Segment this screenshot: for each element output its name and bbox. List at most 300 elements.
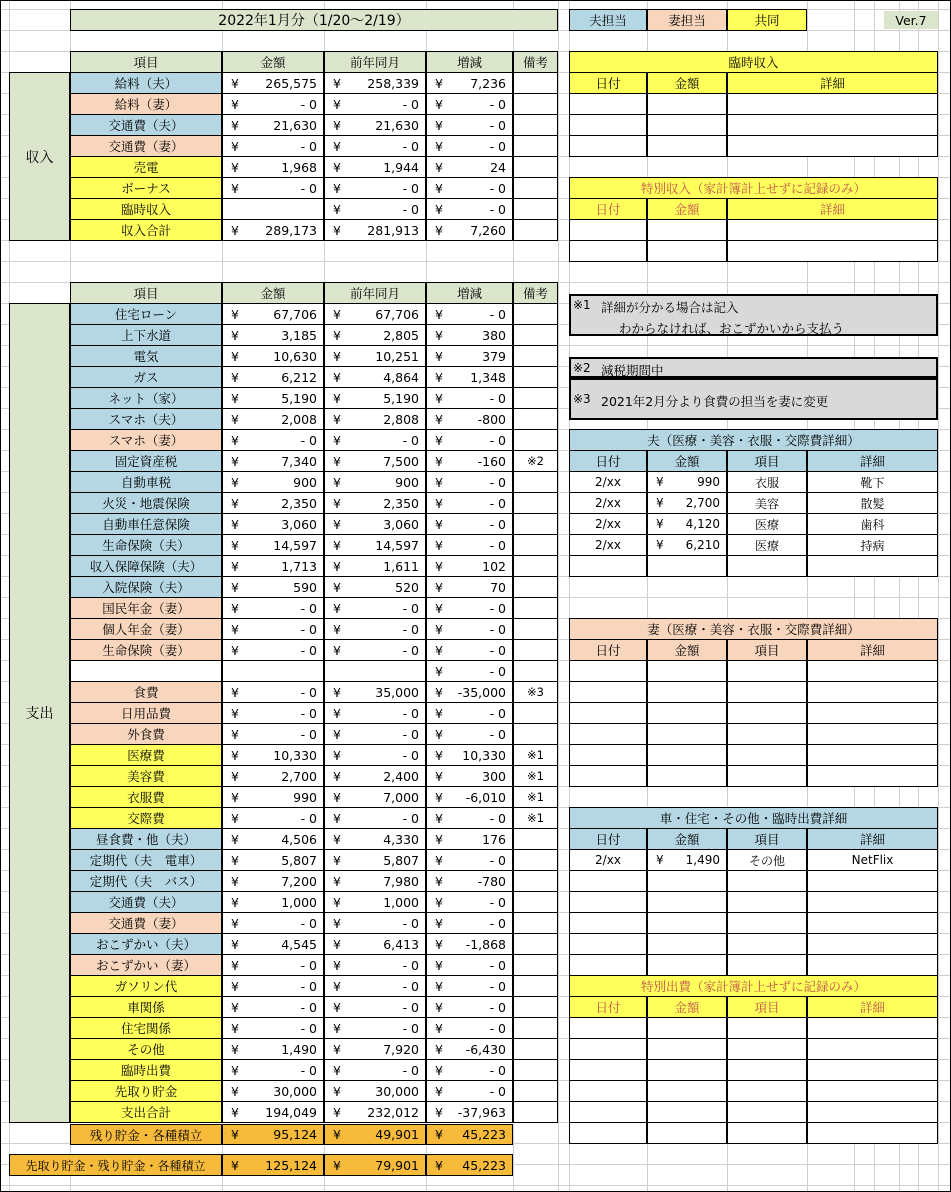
expense-note-35 (513, 1038, 558, 1060)
amount-value: - 0 (300, 999, 317, 1015)
amount-value: 70 (490, 579, 506, 595)
amount-value: 289,173 (265, 222, 317, 238)
expense-section-label: 支出 (9, 303, 70, 1123)
expense-diff-20 (426, 723, 513, 745)
note-line: 2021年2月分より食費の担当を妻に変更 (601, 394, 829, 409)
income-note-3 (513, 135, 558, 157)
income-prev-4 (324, 156, 426, 178)
yen-sign: ¥ (333, 894, 341, 910)
amount-value: - 0 (402, 1020, 419, 1036)
empty-cell (727, 219, 938, 241)
yen-sign: ¥ (435, 453, 443, 469)
expense-note-13 (513, 576, 558, 598)
expense-diff-36 (426, 1059, 513, 1081)
expense-amount-0 (222, 303, 324, 325)
expense-label-10: 自動車任意保険 (70, 513, 222, 535)
empty-cell (807, 933, 938, 955)
empty-cell (647, 765, 727, 787)
detail-detail: 散髪 (807, 492, 938, 514)
amount-value: 21,630 (375, 117, 419, 133)
expense-prev-31 (324, 954, 426, 976)
empty-cell (569, 1080, 647, 1102)
amount-value: -37,963 (457, 1104, 506, 1120)
expense-note-24: ※1 (513, 807, 558, 829)
amount-value: - 0 (402, 600, 419, 616)
amount-value: - 0 (300, 957, 317, 973)
expense-diff-14 (426, 597, 513, 619)
legend-3: 共同 (727, 9, 807, 31)
amount-value: - 0 (402, 201, 419, 217)
yen-sign: ¥ (333, 579, 341, 595)
expense-label-9: 火災・地震保険 (70, 492, 222, 514)
empty-cell (727, 1122, 807, 1144)
expense-amount-2 (222, 345, 324, 367)
expense-prev-12 (324, 555, 426, 577)
amount-value: 265,575 (265, 75, 317, 91)
expense-note-6 (513, 429, 558, 451)
amount-value: - 0 (489, 810, 506, 826)
empty-cell (807, 954, 938, 976)
amount-value: - 0 (402, 810, 419, 826)
expense-prev-18 (324, 681, 426, 703)
expense-label-32: ガソリン代 (70, 975, 222, 997)
empty-cell (727, 240, 938, 262)
empty-cell (727, 765, 807, 787)
expense-label-16: 生命保険（妻） (70, 639, 222, 661)
income-amount-3 (222, 135, 324, 157)
amount-value: 2,700 (685, 496, 720, 510)
expense-amount-37 (222, 1080, 324, 1102)
amount-value: 379 (482, 348, 506, 364)
expense-note-21: ※1 (513, 744, 558, 766)
yen-sign: ¥ (231, 705, 239, 721)
yen-sign: ¥ (333, 957, 341, 973)
detail-item: 衣服 (727, 471, 807, 493)
detail-amount (647, 534, 727, 556)
amount-value: 5,190 (281, 390, 317, 406)
right-special_income-header-0: 日付 (569, 198, 647, 220)
expense-label-25: 昼食費・他（夫） (70, 828, 222, 850)
yen-sign: ¥ (656, 517, 664, 531)
expense-label-7: 固定資産税 (70, 450, 222, 472)
yen-sign: ¥ (333, 642, 341, 658)
expense-label-18: 食費 (70, 681, 222, 703)
expense-note-16 (513, 639, 558, 661)
right-wife_detail-header-2: 項目 (727, 639, 807, 661)
yen-sign: ¥ (435, 663, 443, 679)
yen-sign: ¥ (333, 789, 341, 805)
amount-value: 95,124 (273, 1127, 317, 1142)
empty-cell (569, 1059, 647, 1081)
amount-value: -160 (477, 453, 506, 469)
yen-sign: ¥ (435, 1083, 443, 1099)
empty-cell (647, 912, 727, 934)
expense-amount-4 (222, 387, 324, 409)
yen-sign: ¥ (333, 96, 341, 112)
income-diff-1 (426, 93, 513, 115)
income-header-item: 項目 (70, 51, 222, 73)
empty-cell (569, 891, 647, 913)
yen-sign: ¥ (656, 853, 664, 867)
expense-amount-36 (222, 1059, 324, 1081)
income-header-diff: 増減 (426, 51, 513, 73)
expense-label-6: スマホ（妻） (70, 429, 222, 451)
expense-amount-23 (222, 786, 324, 808)
expense-amount-5 (222, 408, 324, 430)
yen-sign: ¥ (435, 936, 443, 952)
amount-value: 14,597 (273, 537, 317, 553)
yen-sign: ¥ (435, 894, 443, 910)
yen-sign: ¥ (333, 516, 341, 532)
right-wife_detail-header-3: 詳細 (807, 639, 938, 661)
income-note-1 (513, 93, 558, 115)
expense-label-14: 国民年金（妻） (70, 597, 222, 619)
yen-sign: ¥ (231, 75, 239, 91)
amount-value: 4,120 (685, 517, 720, 531)
yen-sign: ¥ (333, 936, 341, 952)
yen-sign: ¥ (231, 180, 239, 196)
yen-sign: ¥ (333, 411, 341, 427)
yen-sign: ¥ (435, 957, 443, 973)
income-diff-7 (426, 219, 513, 241)
expense-label-12: 収入保障保険（夫） (70, 555, 222, 577)
expense-prev-9 (324, 492, 426, 514)
empty-cell (807, 1122, 938, 1144)
expense-amount-21 (222, 744, 324, 766)
expense-note-2 (513, 345, 558, 367)
amount-value: 520 (395, 579, 419, 595)
empty-cell (807, 912, 938, 934)
expense-label-27: 定期代（夫 バス） (70, 870, 222, 892)
amount-value: 30,000 (375, 1083, 419, 1099)
empty-cell (807, 891, 938, 913)
amount-value: 6,413 (383, 936, 419, 952)
expense-prev-29 (324, 912, 426, 934)
yen-sign: ¥ (435, 978, 443, 994)
expense-prev-28 (324, 891, 426, 913)
amount-value: 1,490 (281, 1041, 317, 1057)
expense-diff-32 (426, 975, 513, 997)
amount-value: 232,012 (367, 1104, 419, 1120)
empty-cell (647, 240, 727, 262)
yen-sign: ¥ (435, 1020, 443, 1036)
amount-value: - 0 (489, 117, 506, 133)
amount-value: - 0 (489, 495, 506, 511)
amount-value: -35,000 (457, 684, 506, 700)
amount-value: - 0 (300, 96, 317, 112)
detail-date: 2/xx (569, 849, 647, 871)
expense-amount-19 (222, 702, 324, 724)
yen-sign: ¥ (435, 558, 443, 574)
empty-cell (569, 135, 647, 157)
empty-cell (569, 93, 647, 115)
income-amount-5 (222, 177, 324, 199)
yen-sign: ¥ (231, 453, 239, 469)
expense-note-19 (513, 702, 558, 724)
empty-cell (647, 702, 727, 724)
expense-diff-7 (426, 450, 513, 472)
empty-cell (807, 1080, 938, 1102)
income-label-0: 給料（夫） (70, 72, 222, 94)
right-special_income-title: 特別収入（家計簿計上せずに記録のみ） (569, 177, 938, 199)
yen-sign: ¥ (333, 684, 341, 700)
income-amount-2 (222, 114, 324, 136)
right-special_expense-header-0: 日付 (569, 996, 647, 1018)
amount-value: - 0 (489, 705, 506, 721)
expense-note-37 (513, 1080, 558, 1102)
empty-cell (569, 954, 647, 976)
empty-cell (647, 1059, 727, 1081)
expense-label-34: 住宅関係 (70, 1017, 222, 1039)
amount-value: 194,049 (265, 1104, 317, 1120)
empty-cell (807, 1017, 938, 1039)
yen-sign: ¥ (333, 747, 341, 763)
expense-diff-26 (426, 849, 513, 871)
income-label-4: 売電 (70, 156, 222, 178)
expense-label-36: 臨時出費 (70, 1059, 222, 1081)
yen-sign: ¥ (231, 1083, 239, 1099)
amount-value: - 0 (300, 138, 317, 154)
yen-sign: ¥ (435, 915, 443, 931)
expense-prev-15 (324, 618, 426, 640)
empty-cell (727, 135, 938, 157)
amount-value: - 0 (300, 1020, 317, 1036)
yen-sign: ¥ (231, 495, 239, 511)
yen-sign: ¥ (231, 1062, 239, 1078)
expense-prev-1 (324, 324, 426, 346)
expense-note-25 (513, 828, 558, 850)
yen-sign: ¥ (231, 474, 239, 490)
expense-note-36 (513, 1059, 558, 1081)
expense-amount-12 (222, 555, 324, 577)
amount-value: - 0 (402, 180, 419, 196)
amount-value: 7,980 (383, 873, 419, 889)
yen-sign: ¥ (333, 369, 341, 385)
empty-cell (647, 1122, 727, 1144)
amount-value: - 0 (402, 138, 419, 154)
income-amount-6 (222, 198, 324, 220)
amount-value: - 0 (489, 201, 506, 217)
note-line: わからなければ、おこずかいから支払う (619, 321, 845, 336)
expense-prev-32 (324, 975, 426, 997)
expense-note-12 (513, 555, 558, 577)
yen-sign: ¥ (333, 768, 341, 784)
expense-prev-25 (324, 828, 426, 850)
amount-value: - 0 (300, 915, 317, 931)
expense-prev-0 (324, 303, 426, 325)
empty-cell (807, 660, 938, 682)
amount-value: 4,864 (383, 369, 419, 385)
yen-sign: ¥ (333, 1020, 341, 1036)
yen-sign: ¥ (435, 432, 443, 448)
amount-value: - 0 (402, 96, 419, 112)
income-diff-3 (426, 135, 513, 157)
amount-value: - 0 (489, 1062, 506, 1078)
amount-value: 79,901 (375, 1157, 419, 1173)
right-special_expense-header-2: 項目 (727, 996, 807, 1018)
yen-sign: ¥ (333, 390, 341, 406)
yen-sign: ¥ (333, 915, 341, 931)
amount-value: 35,000 (375, 684, 419, 700)
yen-sign: ¥ (435, 999, 443, 1015)
expense-label-35: その他 (70, 1038, 222, 1060)
yen-sign: ¥ (231, 138, 239, 154)
detail-amount (647, 471, 727, 493)
yen-sign: ¥ (231, 117, 239, 133)
empty-cell (727, 1017, 807, 1039)
expense-diff-24 (426, 807, 513, 829)
expense-amount-20 (222, 723, 324, 745)
expense-prev-2 (324, 345, 426, 367)
yen-sign: ¥ (231, 684, 239, 700)
amount-value: 2,400 (383, 768, 419, 784)
yen-sign: ¥ (333, 1062, 341, 1078)
amount-value: 380 (482, 327, 506, 343)
amount-value: 1,490 (685, 853, 720, 867)
yen-sign: ¥ (231, 159, 239, 175)
expense-diff-2 (426, 345, 513, 367)
yen-sign: ¥ (333, 495, 341, 511)
yen-sign: ¥ (231, 537, 239, 553)
expense-diff-33 (426, 996, 513, 1018)
expense-note-38 (513, 1101, 558, 1123)
amount-value: 6,212 (281, 369, 317, 385)
empty-cell (807, 744, 938, 766)
expense-note-22: ※1 (513, 765, 558, 787)
amount-value: 4,545 (281, 936, 317, 952)
expense-label-29: 交通費（妻） (70, 912, 222, 934)
yen-sign: ¥ (231, 1041, 239, 1057)
expense-note-33 (513, 996, 558, 1018)
amount-value: 1,968 (281, 159, 317, 175)
detail-date: 2/xx (569, 534, 647, 556)
yen-sign: ¥ (435, 1041, 443, 1057)
yen-sign: ¥ (333, 852, 341, 868)
expense-note-5 (513, 408, 558, 430)
expense-prev-24 (324, 807, 426, 829)
yen-sign: ¥ (231, 1157, 239, 1173)
income-label-5: ボーナス (70, 177, 222, 199)
yen-sign: ¥ (231, 852, 239, 868)
expense-note-18: ※3 (513, 681, 558, 703)
yen-sign: ¥ (435, 327, 443, 343)
empty-cell (727, 1038, 807, 1060)
yen-sign: ¥ (231, 1020, 239, 1036)
expense-amount-13 (222, 576, 324, 598)
right-special_income-header-2: 詳細 (727, 198, 938, 220)
yen-sign: ¥ (435, 474, 443, 490)
income-label-1: 給料（妻） (70, 93, 222, 115)
income-label-2: 交通費（夫） (70, 114, 222, 136)
yen-sign: ¥ (231, 915, 239, 931)
empty-cell (647, 555, 727, 577)
amount-value: - 0 (489, 726, 506, 742)
amount-value: 1,000 (281, 894, 317, 910)
yen-sign: ¥ (231, 411, 239, 427)
amount-value: - 0 (489, 1083, 506, 1099)
amount-value: - 0 (489, 390, 506, 406)
yen-sign: ¥ (333, 999, 341, 1015)
expense-note-34 (513, 1017, 558, 1039)
yen-sign: ¥ (333, 831, 341, 847)
amount-value: - 0 (402, 915, 419, 931)
yen-sign: ¥ (435, 117, 443, 133)
yen-sign: ¥ (231, 810, 239, 826)
expense-prev-33 (324, 996, 426, 1018)
income-header-prev: 前年同月 (324, 51, 426, 73)
expense-label-13: 入院保険（夫） (70, 576, 222, 598)
yen-sign: ¥ (333, 453, 341, 469)
amount-value: 2,350 (383, 495, 419, 511)
expense-amount-29 (222, 912, 324, 934)
yen-sign: ¥ (231, 390, 239, 406)
empty-cell (807, 702, 938, 724)
empty-cell (727, 912, 807, 934)
expense-diff-6 (426, 429, 513, 451)
empty-cell (807, 723, 938, 745)
empty-cell (647, 891, 727, 913)
empty-cell (569, 870, 647, 892)
amount-value: - 0 (402, 957, 419, 973)
amount-value: 1,348 (470, 369, 506, 385)
yen-sign: ¥ (435, 411, 443, 427)
expense-amount-9 (222, 492, 324, 514)
yen-sign: ¥ (333, 180, 341, 196)
detail-detail: 歯科 (807, 513, 938, 535)
yen-sign: ¥ (333, 1157, 341, 1173)
amount-value: 7,340 (281, 453, 317, 469)
expense-label-30: おこずかい（夫） (70, 933, 222, 955)
right-car_detail-title: 車・住宅・その他・臨時出費詳細 (569, 807, 938, 829)
expense-label-33: 車関係 (70, 996, 222, 1018)
detail-amount (647, 492, 727, 514)
expense-prev-38 (324, 1101, 426, 1123)
empty-cell (569, 240, 647, 262)
expense-amount-26 (222, 849, 324, 871)
expense-prev-4 (324, 387, 426, 409)
yen-sign: ¥ (333, 117, 341, 133)
amount-value: 281,913 (367, 222, 419, 238)
amount-value: - 0 (489, 978, 506, 994)
expense-diff-18 (426, 681, 513, 703)
expense-amount-24 (222, 807, 324, 829)
amount-value: 1,000 (383, 894, 419, 910)
amount-value: - 0 (300, 726, 317, 742)
empty-cell (727, 1101, 807, 1123)
right-special_expense-header-1: 金額 (647, 996, 727, 1018)
expense-label-0: 住宅ローン (70, 303, 222, 325)
yen-sign: ¥ (231, 894, 239, 910)
empty-cell (647, 1080, 727, 1102)
yen-sign: ¥ (231, 621, 239, 637)
expense-amount-32 (222, 975, 324, 997)
empty-cell (727, 660, 807, 682)
yen-sign: ¥ (333, 978, 341, 994)
expense-label-22: 美容費 (70, 765, 222, 787)
yen-sign: ¥ (333, 1041, 341, 1057)
amount-value: - 0 (402, 1062, 419, 1078)
empty-cell (647, 660, 727, 682)
yen-sign: ¥ (435, 201, 443, 217)
yen-sign: ¥ (333, 327, 341, 343)
expense-amount-6 (222, 429, 324, 451)
yen-sign: ¥ (435, 831, 443, 847)
expense-diff-29 (426, 912, 513, 934)
yen-sign: ¥ (333, 873, 341, 889)
yen-sign: ¥ (435, 138, 443, 154)
yen-sign: ¥ (333, 1104, 341, 1120)
expense-amount-28 (222, 891, 324, 913)
